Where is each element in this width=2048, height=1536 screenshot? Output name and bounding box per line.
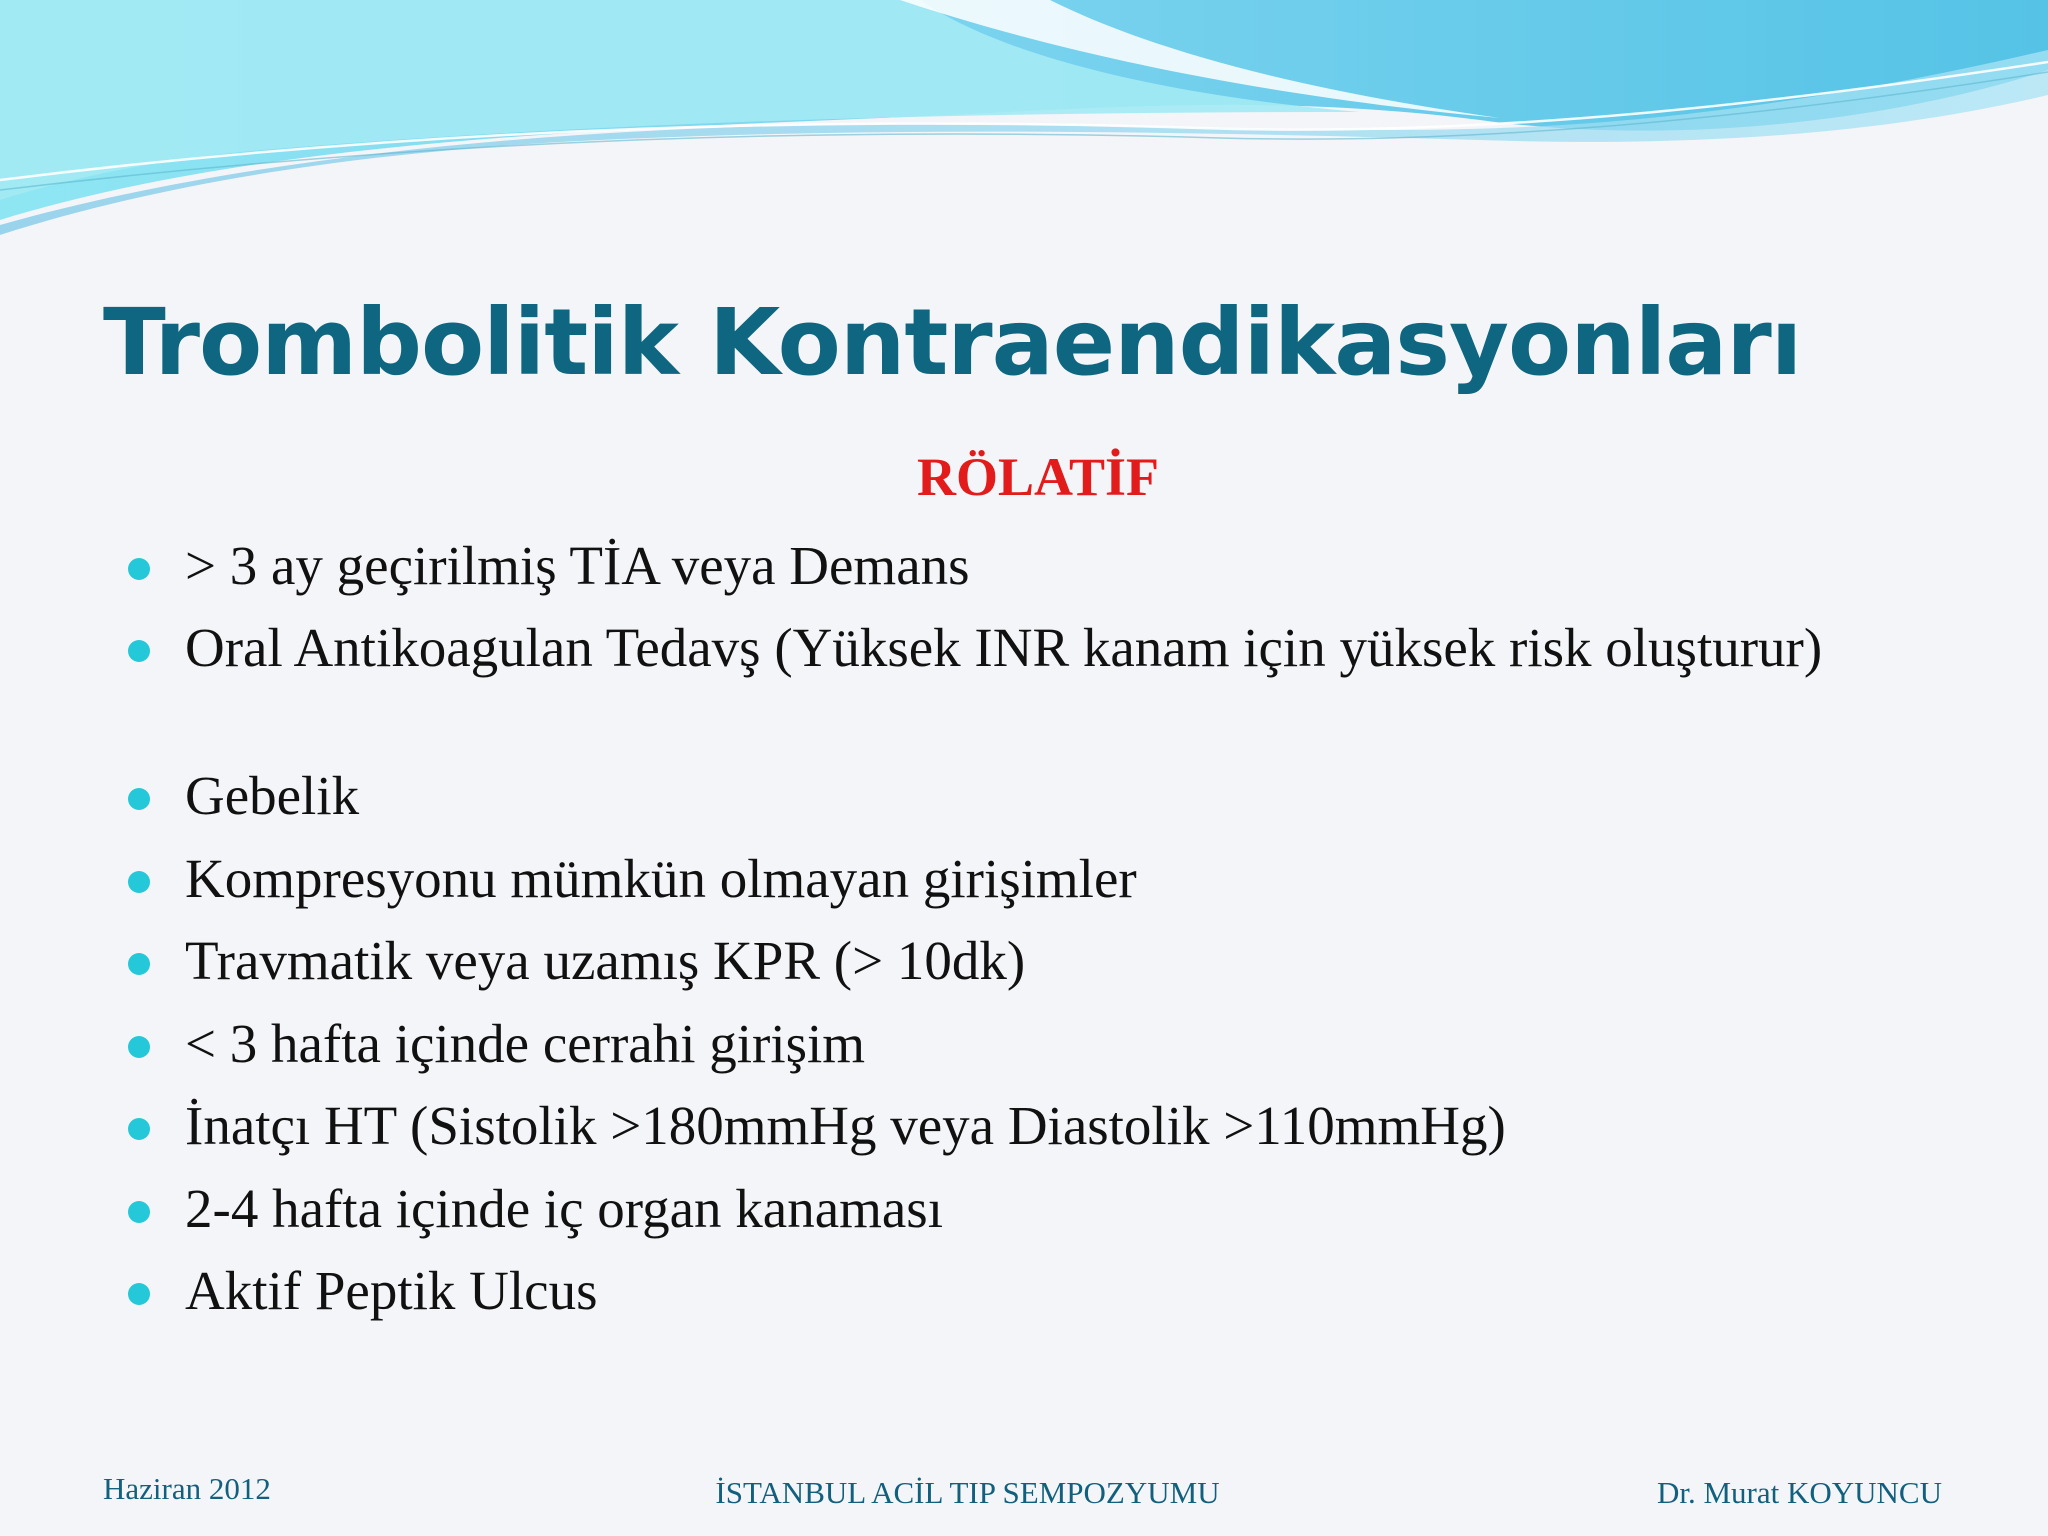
- bullet-text: > 3 ay geçirilmiş TİA veya Demans: [185, 535, 970, 596]
- bullet-item: [185, 845, 1825, 913]
- bullet-text: 2-4 hafta içinde iç organ kanaması: [185, 1178, 943, 1239]
- bullet-dot-icon: [128, 953, 150, 975]
- slide-subtitle: RÖLATİF: [916, 447, 1160, 507]
- bullet-dot-icon: [128, 1118, 150, 1140]
- bullet-text: İnatçı HT (Sistolik >180mmHg veya Diastolik >110mmHg): [185, 1095, 1506, 1156]
- bullet-dot-icon: [128, 1283, 150, 1305]
- bullet-dot-icon: [128, 558, 150, 580]
- bullet-text: Kompresyonu mümkün olmayan girişimler: [185, 848, 1137, 909]
- bullet-dot-icon: [128, 788, 150, 810]
- bullet-text: Gebelik: [185, 765, 360, 826]
- footer-date: Haziran 2012: [103, 1471, 271, 1506]
- footer-event: İSTANBUL ACİL TIP SEMPOZYUMU: [715, 1475, 1220, 1510]
- bullet-text: Travmatik veya uzamış KPR (> 10dk): [185, 930, 1026, 991]
- bullet-item: [185, 927, 1825, 995]
- bullet-text: Oral Antikoagulan Tedavş (Yüksek INR kanam için yüksek risk oluşturur): [185, 617, 1823, 678]
- slide-title: Trombolitik Kontraendikasyonları: [103, 289, 1802, 396]
- bullet-item: [185, 1092, 1825, 1160]
- bullet-item: [185, 1257, 1825, 1325]
- bullet-item: [185, 532, 1825, 600]
- bullet-text: Aktif Peptik Ulcus: [185, 1260, 598, 1321]
- bullet-dot-icon: [128, 871, 150, 893]
- bullet-dot-icon: [128, 1036, 150, 1058]
- bullet-dot-icon: [128, 640, 150, 662]
- bullet-item: [185, 1010, 1825, 1078]
- bullet-item: [185, 614, 1825, 682]
- bullet-text: < 3 hafta içinde cerrahi girişim: [185, 1013, 866, 1074]
- footer-author: Dr. Murat KOYUNCU: [1656, 1475, 1942, 1510]
- bullet-item: [185, 1175, 1825, 1243]
- bullet-dot-icon: [128, 1201, 150, 1223]
- bullet-item: [185, 762, 1825, 830]
